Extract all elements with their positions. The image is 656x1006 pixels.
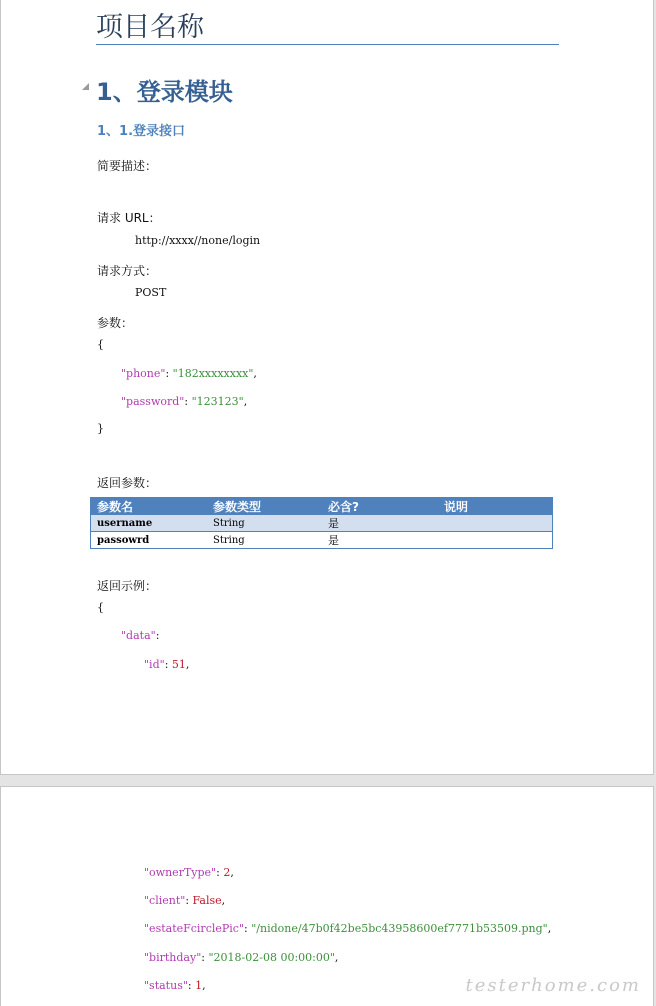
method-label: 请求方式：	[97, 264, 158, 278]
example-id-line	[144, 658, 189, 671]
table-row	[91, 515, 553, 532]
field-tail: ,	[221, 894, 226, 907]
param-value: "182xxxxxxxx"	[172, 367, 254, 380]
param-tail: ,	[253, 367, 257, 380]
heading-1: 1、登录模块	[96, 78, 233, 106]
table-cell-name: passowrd	[91, 532, 208, 549]
table-cell-required: 是	[322, 515, 438, 532]
table-cell-required: 是	[322, 532, 438, 549]
params-open-brace: {	[97, 338, 104, 351]
field-key: "birthday"	[144, 951, 202, 964]
param-value: "123123"	[191, 395, 244, 408]
heading-2: 1、1.登录接口	[97, 124, 186, 139]
field-sep: :	[216, 866, 224, 879]
field-line	[144, 951, 338, 964]
field-tail: ,	[230, 866, 234, 879]
example-id-sep: :	[164, 658, 172, 671]
table-header-row	[91, 498, 553, 516]
example-id-value: 51	[171, 658, 186, 671]
table-cell-desc	[438, 515, 553, 532]
response-params-table	[90, 497, 553, 549]
field-value: "2018-02-08 00:00:00"	[208, 951, 335, 964]
collapse-triangle-icon[interactable]	[82, 83, 89, 90]
table-cell-type: String	[207, 515, 322, 532]
example-data-key: "data"	[121, 629, 156, 642]
field-key: "ownerType"	[144, 866, 217, 879]
table-header-cell: 参数类型	[207, 498, 322, 516]
params-label: 参数：	[97, 316, 134, 330]
field-line	[144, 979, 206, 992]
field-key: "client"	[144, 894, 186, 907]
table-cell-type: String	[207, 532, 322, 549]
param-line	[121, 395, 247, 408]
title-underline	[96, 44, 559, 45]
document-title: 项目名称	[96, 12, 204, 43]
field-tail: ,	[547, 922, 552, 935]
param-sep: :	[165, 367, 173, 380]
response-example-label: 返回示例：	[97, 579, 158, 593]
field-sep: :	[201, 951, 209, 964]
param-key: "password"	[121, 395, 185, 408]
field-line	[144, 866, 234, 879]
params-close-brace: }	[97, 422, 104, 435]
param-key: "phone"	[121, 367, 166, 380]
param-line	[121, 367, 257, 380]
field-value: "/nidone/47b0f42be5bc43958600ef7771b53509.png"	[251, 922, 548, 935]
field-value: 2	[223, 866, 231, 879]
watermark: testerhome.com	[465, 975, 641, 996]
url-label: 请求 URL：	[97, 211, 161, 225]
example-data-sep: :	[155, 629, 160, 642]
example-id-key: "id"	[144, 658, 165, 671]
field-tail: ,	[334, 951, 339, 964]
param-sep: :	[184, 395, 192, 408]
url-value: http://xxxx//none/login	[135, 234, 261, 247]
field-sep: :	[187, 979, 196, 992]
table-header-cell: 说明	[438, 498, 553, 516]
param-tail: ,	[243, 395, 248, 408]
table-cell-desc	[438, 532, 553, 549]
field-sep: :	[244, 922, 252, 935]
field-sep: :	[185, 894, 193, 907]
table-header-cell: 参数名	[91, 498, 208, 516]
field-tail: ,	[202, 979, 206, 992]
method-value: POST	[135, 286, 167, 299]
field-line	[144, 922, 551, 935]
table-row	[91, 532, 553, 549]
field-key: "estateFcirclePic"	[144, 922, 245, 935]
document-page-2	[0, 786, 654, 1006]
example-data-line	[121, 629, 159, 642]
field-value: 1	[195, 979, 203, 992]
example-id-tail: ,	[185, 658, 190, 671]
summary-label: 简要描述：	[97, 159, 158, 173]
table-header-cell: 必含?	[322, 498, 438, 516]
example-open-brace: {	[97, 601, 104, 614]
field-value: False	[192, 894, 222, 907]
response-params-label: 返回参数：	[97, 476, 158, 490]
table-cell-name: username	[91, 515, 208, 532]
field-key: "status"	[144, 979, 188, 992]
field-line	[144, 894, 225, 907]
